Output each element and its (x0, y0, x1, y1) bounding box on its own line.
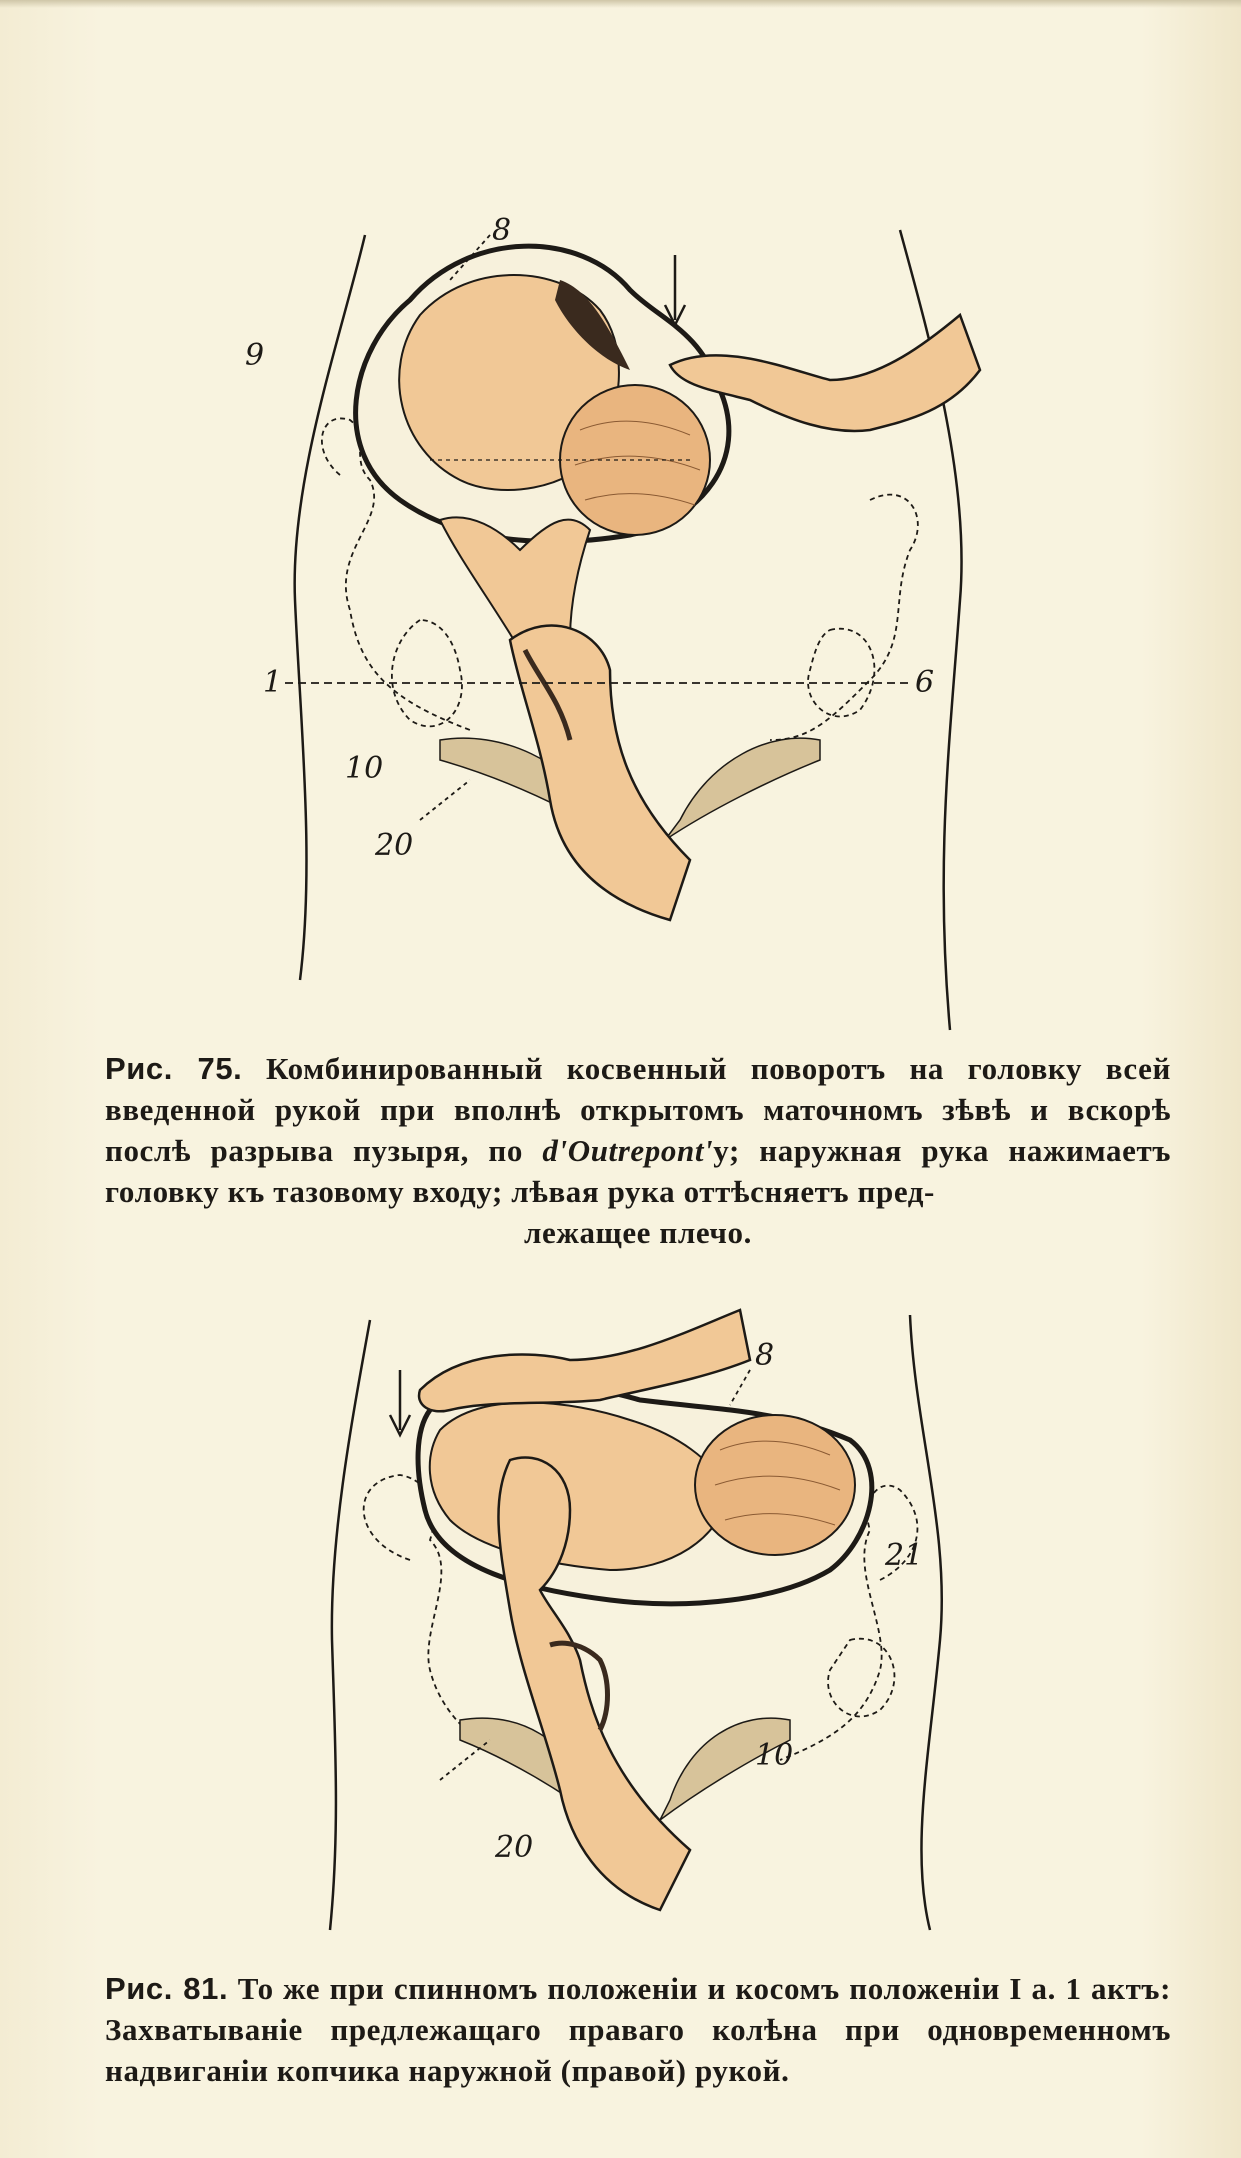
figure-75-caption-text-2: у; наружная рука нажимаетъ головку къ тазовому входу; лѣвая рука оттѣсняетъ пред- (105, 1133, 1171, 1209)
figure-81-caption-text: То же при спинномъ положенiи и косомъ положенiи I а. 1 актъ: Захватыванiе предлежащаго праваго колѣна при одновременномъ надвиганiи копчика наружной (правой) (105, 1971, 1171, 2088)
figure-81-caption (105, 1968, 1171, 2091)
figure-81-drawing (310, 1310, 970, 1950)
figure-75-drawing (245, 213, 1030, 1040)
label-10: 10 (345, 751, 384, 786)
figure-75-caption-text: Комбинированный косвенный поворотъ на головку всей введенной рукой при вполнѣ открытомъ маточномъ зѣвѣ и вскорѣ послѣ разрыва пузыря, по (105, 1051, 1171, 1168)
label-20: 20 (495, 1830, 534, 1865)
figure-75-caption-author: d'Outrepont' (542, 1133, 714, 1168)
figure-81-caption-last-line: рукой. (694, 2053, 790, 2088)
label-8: 8 (492, 213, 512, 248)
label-6: 6 (915, 665, 935, 700)
label-21: 21 (885, 1538, 924, 1573)
figure-75-caption (105, 1048, 1171, 1253)
figure-75-caption-last-line: лежащее плечо. (524, 1215, 752, 1250)
figure-81-illustration (310, 1310, 970, 1950)
label-8: 8 (755, 1338, 775, 1373)
label-20: 20 (375, 828, 414, 863)
figure-75-illustration (245, 213, 1030, 1040)
label-1: 1 (263, 665, 283, 700)
label-10: 10 (755, 1738, 794, 1773)
page-edge (0, 0, 1241, 8)
label-9: 9 (245, 338, 265, 373)
figure-81-number: Рис. 81. (105, 1971, 229, 2006)
figure-75-number: Рис. 75. (105, 1051, 243, 1086)
